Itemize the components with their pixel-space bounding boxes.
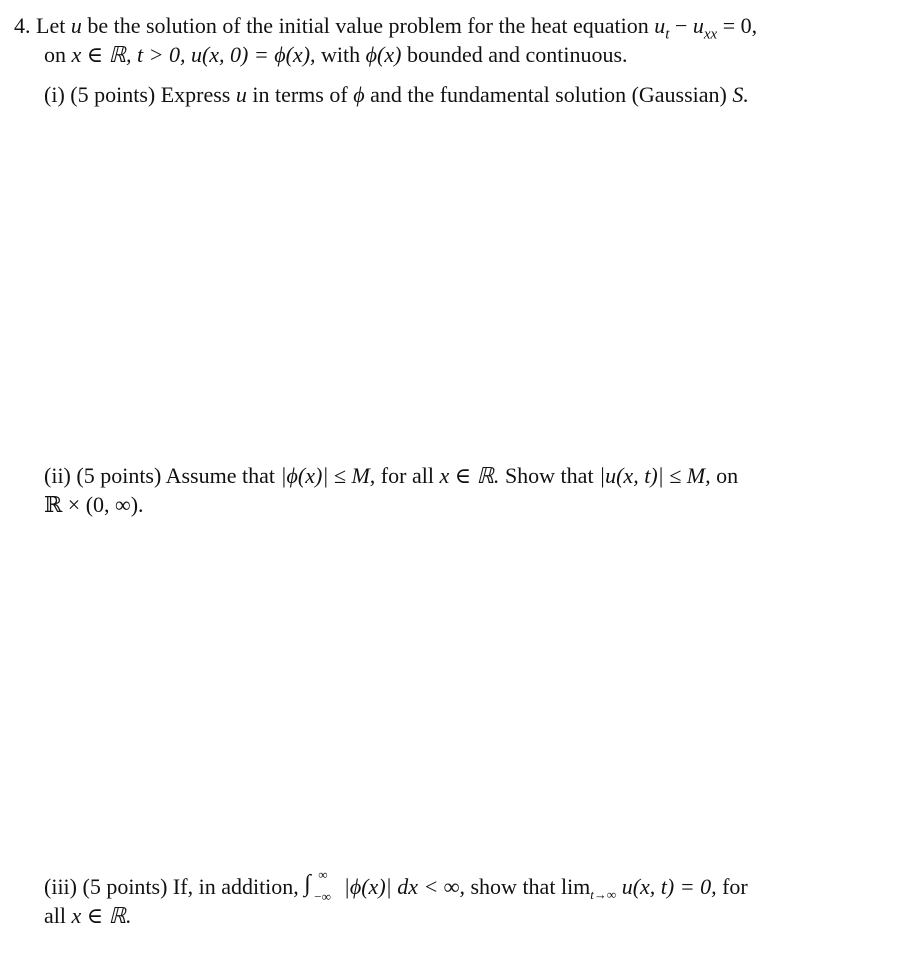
part-ii-domain: ℝ × (0, ∞). bbox=[44, 492, 144, 517]
phi-of-x: ϕ(x) bbox=[365, 42, 402, 67]
problem-intro-line-1 bbox=[14, 12, 758, 43]
part-ii-show: Show that bbox=[504, 463, 594, 488]
part-i bbox=[44, 81, 749, 109]
intro-with: with bbox=[321, 42, 361, 67]
intro-rest: bounded and continuous. bbox=[406, 42, 628, 67]
problem-intro-line-2 bbox=[44, 41, 628, 69]
intro-text-a: Let bbox=[36, 13, 66, 38]
part-ii-forall: for all bbox=[380, 463, 434, 488]
part-ii-condition: |ϕ(x)| ≤ M, bbox=[280, 463, 376, 488]
integral-lower-limit: −∞ bbox=[314, 889, 331, 904]
domain-x: x ∈ ℝ, bbox=[71, 42, 132, 67]
intro-on: on bbox=[44, 42, 66, 67]
part-iii-label: (iii) (5 points) If, in addition, bbox=[44, 874, 299, 899]
part-i-phi: ϕ bbox=[353, 82, 365, 107]
part-i-rest: and the fundamental solution (Gaussian) bbox=[370, 82, 727, 107]
part-ii-x-in-R: x ∈ ℝ. bbox=[439, 463, 500, 488]
heat-equation: $u_t - u_{xx} = 0$, bbox=[654, 13, 758, 43]
part-ii-line-1 bbox=[44, 462, 738, 490]
part-iii-integrand: |ϕ(x)| dx < ∞, bbox=[343, 874, 465, 899]
part-ii-label: (ii) (5 points) Assume that bbox=[44, 463, 275, 488]
integral-upper-limit: ∞ bbox=[318, 867, 328, 882]
part-iii-line-2 bbox=[44, 902, 131, 930]
part-iii-for: for bbox=[722, 874, 748, 899]
initial-condition: u(x, 0) = ϕ(x), bbox=[190, 42, 316, 67]
var-u: u bbox=[70, 13, 82, 38]
part-iii-line-1 bbox=[44, 867, 748, 909]
integral-symbol: ∫ ∞ −∞ bbox=[304, 867, 331, 904]
part-i-mid: in terms of bbox=[252, 82, 348, 107]
part-i-label: (i) (5 points) Express bbox=[44, 82, 231, 107]
part-iii-show: show that bbox=[470, 874, 556, 899]
part-ii-on: on bbox=[716, 463, 739, 488]
limit-expression: $\lim_{t\to\infty} u(x$, t) = 0, bbox=[560, 874, 717, 902]
part-iii-all: all bbox=[44, 903, 66, 928]
domain-t: t > 0, bbox=[136, 42, 186, 67]
part-i-u: u bbox=[235, 82, 247, 107]
part-ii-bound: |u(x, t)| ≤ M, bbox=[599, 463, 711, 488]
intro-text-b: be the solution of the initial value problem for the heat equation bbox=[87, 13, 649, 38]
part-ii-line-2 bbox=[44, 491, 144, 519]
problem-number: 4. bbox=[14, 13, 31, 38]
part-iii-x-in-R: x ∈ ℝ. bbox=[71, 903, 132, 928]
part-i-S: S. bbox=[732, 82, 749, 107]
